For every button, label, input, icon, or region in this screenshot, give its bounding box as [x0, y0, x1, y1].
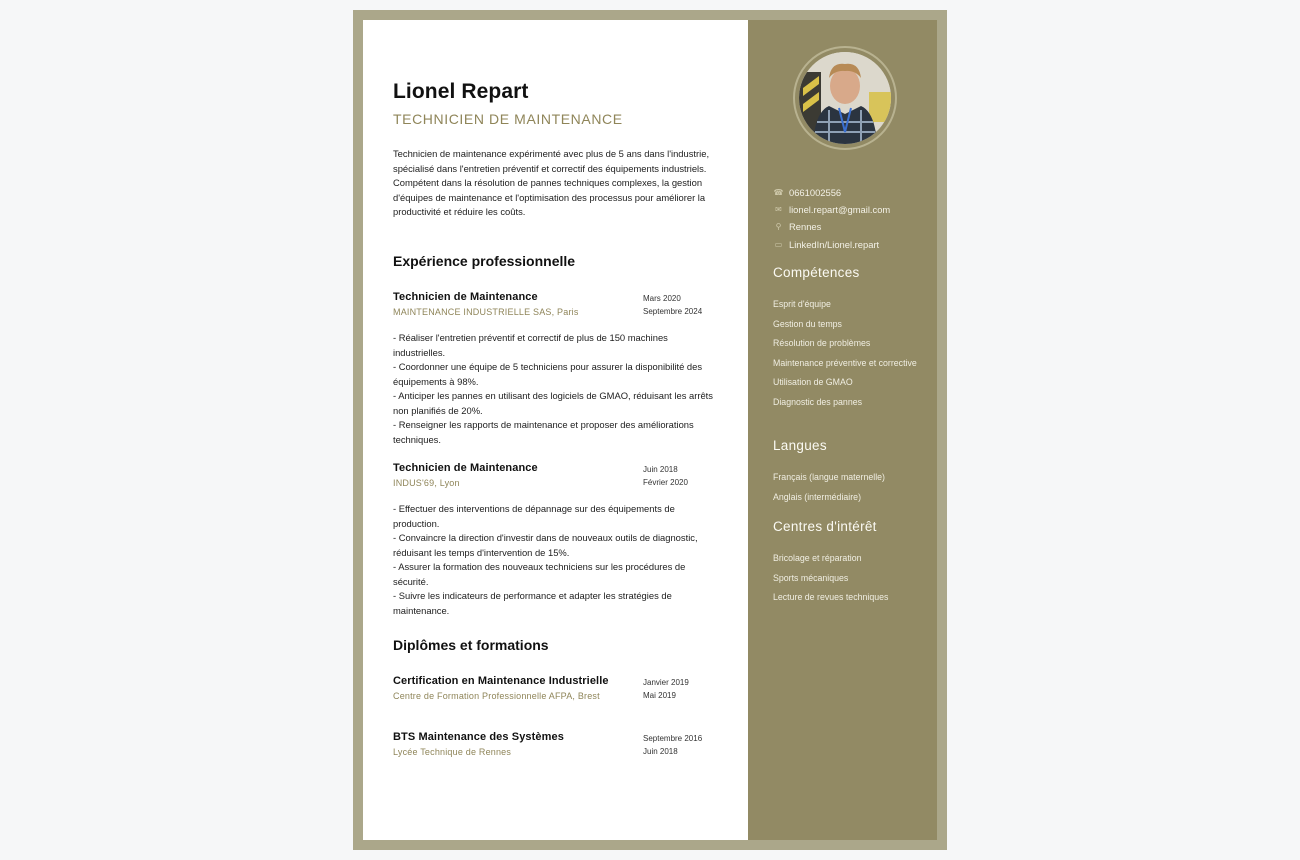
- experience-entry: [393, 462, 718, 488]
- phone-number: 0661002556: [789, 187, 842, 198]
- skills-list: [773, 297, 923, 414]
- diploma-title: Certification en Maintenance Industrielle: [393, 675, 609, 687]
- interest-item: Bricolage et réparation: [773, 553, 862, 563]
- start-date: Septembre 2016: [643, 734, 703, 743]
- job-title: TECHNICIEN DE MAINTENANCE: [393, 111, 623, 127]
- education-entry: [393, 675, 718, 701]
- task-item: - Coordonner une équipe de 5 techniciens pour assurer la disponibilité des équipements à 98%.: [393, 361, 703, 387]
- end-date: Mai 2019: [643, 690, 676, 700]
- skill-item: Utilisation de GMAO: [773, 377, 853, 387]
- city: Rennes: [789, 221, 822, 232]
- start-date: Juin 2018: [643, 465, 678, 474]
- task-item: - Anticiper les pannes en utilisant des logiciels de GMAO, réduisant les arrêts non planifiés de 20%.: [393, 390, 713, 416]
- profile-photo-image: [799, 52, 891, 144]
- start-date: Janvier 2019: [643, 678, 689, 687]
- email-address: lionel.repart@gmail.com: [789, 204, 891, 215]
- education-dates: [643, 733, 702, 758]
- experience-tasks: [393, 502, 718, 618]
- experience-title: Technicien de Maintenance: [393, 291, 538, 303]
- language-item: Français (langue maternelle): [773, 472, 885, 482]
- task-item: - Suivre les indicateurs de performance et adapter les stratégies de maintenance.: [393, 590, 672, 616]
- interests-list: [773, 551, 923, 610]
- person-photo-icon: [799, 52, 891, 144]
- skills-heading: Compétences: [773, 265, 860, 280]
- experience-company: INDUS'69, Lyon: [393, 478, 460, 488]
- email-icon: ✉: [775, 205, 782, 214]
- start-date: Mars 2020: [643, 294, 681, 303]
- school-name: Lycée Technique de Rennes: [393, 747, 512, 757]
- phone-icon: ☎: [773, 188, 784, 197]
- location-pin-icon: ⚲: [775, 222, 782, 231]
- end-date: Février 2020: [643, 477, 688, 487]
- experience-entry: [393, 291, 718, 317]
- education-entry: [393, 731, 718, 757]
- task-item: - Effectuer des interventions de dépannage sur des équipements de production.: [393, 503, 675, 529]
- experience-title: Technicien de Maintenance: [393, 462, 538, 474]
- contact-location: [773, 221, 933, 232]
- experience-dates: [643, 464, 688, 489]
- experience-company: MAINTENANCE INDUSTRIELLE SAS, Paris: [393, 307, 579, 317]
- diploma-title: BTS Maintenance des Systèmes: [393, 731, 564, 743]
- laptop-icon: ▭: [774, 240, 783, 249]
- skill-item: Gestion du temps: [773, 318, 842, 329]
- skill-item: Maintenance préventive et corrective: [773, 357, 917, 368]
- task-item: - Assurer la formation des nouveaux techniciens sur les procédures de sécurité.: [393, 561, 686, 587]
- end-date: Juin 2018: [643, 746, 678, 756]
- resume-sidebar: [748, 20, 937, 840]
- skill-item: Esprit d'équipe: [773, 299, 831, 309]
- languages-list: [773, 470, 923, 509]
- experience-tasks: [393, 331, 718, 447]
- school-name: Centre de Formation Professionnelle AFPA, Brest: [393, 691, 600, 701]
- contact-linkedin: [773, 239, 933, 250]
- profile-summary: Technicien de maintenance expérimenté avec plus de 5 ans dans l'industrie, spécialisé dans l'entretien préventif et correctif des équipements industriels. Compétent dans la résolution de pannes techniques complexes, la gestion d'équipes de maintenance et l'optimisation des processus pour améliorer la productivité et réduire les coûts.: [393, 148, 710, 217]
- interests-heading: Centres d'intérêt: [773, 519, 877, 534]
- task-item: - Convaincre la direction d'investir dans de nouveaux outils de diagnostic, réduisant les temps d'intervention de 15%.: [393, 532, 698, 558]
- languages-heading: Langues: [773, 438, 827, 453]
- end-date: Septembre 2024: [643, 306, 703, 316]
- resume-main-column: [363, 20, 748, 840]
- language-item: Anglais (intermédiaire): [773, 491, 862, 502]
- candidate-name: Lionel Repart: [393, 80, 529, 103]
- task-item: - Réaliser l'entretien préventif et correctif de plus de 150 machines industrielles.: [393, 332, 668, 358]
- task-item: - Renseigner les rapports de maintenance et proposer des améliorations techniques.: [393, 419, 694, 445]
- interest-item: Sports mécaniques: [773, 572, 849, 583]
- experience-dates: [643, 293, 702, 318]
- linkedin-handle: LinkedIn/Lionel.repart: [789, 239, 880, 250]
- contact-phone: [773, 187, 933, 198]
- education-dates: [643, 677, 689, 702]
- experience-heading: Expérience professionnelle: [393, 253, 576, 269]
- profile-photo: [793, 46, 897, 150]
- education-heading: Diplômes et formations: [393, 637, 549, 653]
- resume-frame: [353, 10, 947, 850]
- interest-item: Lecture de revues techniques: [773, 592, 889, 602]
- skill-item: Résolution de problèmes: [773, 338, 871, 348]
- skill-item: Diagnostic des pannes: [773, 396, 863, 407]
- contact-email: [773, 204, 933, 215]
